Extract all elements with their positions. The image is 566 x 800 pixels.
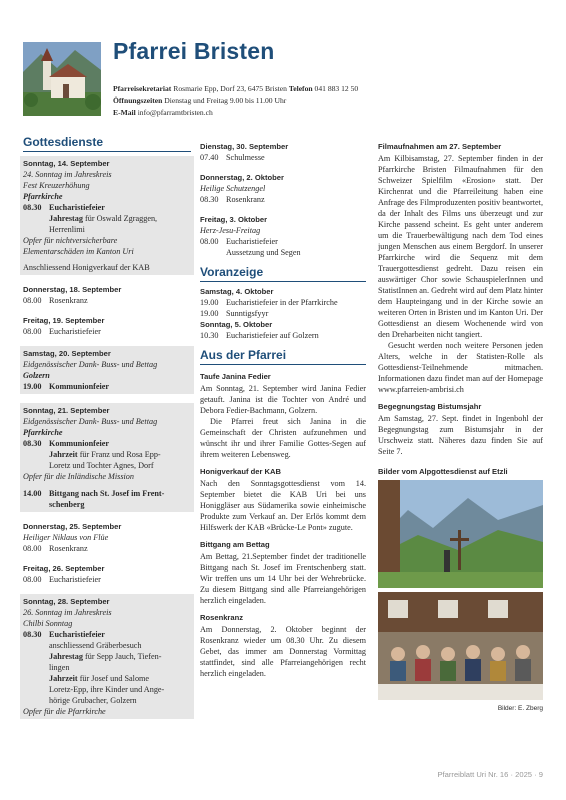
- event: Sunntigsfyyr: [226, 309, 269, 318]
- time: 08.30: [23, 203, 42, 212]
- anniversary-text: lingen: [49, 663, 70, 672]
- anniversary-label: Jahrestag: [49, 652, 83, 661]
- day-heading: Donnerstag, 25. September: [23, 522, 122, 531]
- day-heading: Sonntag, 14. September: [23, 159, 110, 168]
- photo-caption: Bilder: E. Zberg: [497, 705, 543, 712]
- event: Eucharistiefeier: [49, 327, 101, 336]
- anniversary-text: hörige Grubacher, Golzern: [49, 696, 137, 705]
- event: Kommunionfeier: [49, 439, 110, 448]
- day-block: [200, 286, 366, 319]
- middle-column: [200, 141, 366, 679]
- day-block: [20, 594, 194, 719]
- event: Aussetzung und Segen: [226, 248, 301, 257]
- article-text: Am Sonntag, 21. September wird Janina Fedier getauft. Janina ist die Tochter von André und Debora Fedier-Bachmann, Golzern.: [200, 384, 366, 415]
- liturgy-note: 26. Sonntag im Jahreskreis: [23, 608, 112, 617]
- article-text: Am Bettag, 21.September findet der traditionelle Bittgang nach St. Josef im Frentschenberg statt. Wir treffen uns um 14 Uhr bei der Wehrebrücke. Zu diesem Bittgang sind alle Pfarreiangehörigen herzlich eingeladen.: [200, 552, 366, 605]
- time: 08.30: [23, 439, 42, 448]
- offering-note: Opfer für die Inländische Mission: [23, 472, 134, 481]
- contact-info: [113, 83, 358, 119]
- secretariat-value: Rosmarie Epp, Dorf 23, 6475 Bristen: [173, 84, 287, 93]
- time: 19.00: [200, 309, 219, 318]
- liturgy-note: Fest Kreuzerhöhung: [23, 181, 90, 190]
- anniversary-text: Loretz-Epp, ihre Kinder und Ange-: [49, 685, 165, 694]
- article-heading: Taufe Janina Fedier: [200, 372, 271, 381]
- day-heading: Donnerstag, 2. Oktober: [200, 173, 284, 182]
- time: 08.30: [23, 630, 42, 639]
- section-title-aus-der-pfarrei: Aus der Pfarrei: [200, 350, 366, 365]
- article-text: Gesucht werden noch weitere Personen jeden Alters, welche in der Statisten-Rolle als Gottesdienst-Teilnehmende mitmachen. Informationen dazu findet man auf der Homepage www.pfarreien-ambrisi.ch: [378, 341, 543, 394]
- location: Golzern: [23, 371, 50, 380]
- time: 08.00: [200, 237, 219, 246]
- time: 08.00: [23, 544, 42, 553]
- event: schenberg: [49, 500, 85, 509]
- article-text: Nach den Sonntagsgottesdienst vom 14. September bietet die KAB Uri bei uns Honiggläser aus Südamerika sowie einheimische Produkte zum Verkauf an. Der Erlös kommt dem Hilfswerk der KAB «Brücke-Le Pont» zugute.: [200, 479, 366, 532]
- time: 08.00: [23, 575, 42, 584]
- event: Rosenkranz: [226, 195, 265, 204]
- day-block: [20, 403, 194, 512]
- time: 08.00: [23, 327, 42, 336]
- event: Bittgang nach St. Josef im Frent-: [49, 489, 165, 498]
- liturgy-note: 24. Sonntag im Jahreskreis: [23, 170, 112, 179]
- anniversary-label: Jahrzeit: [49, 674, 78, 683]
- anniversary-label: Jahrestag: [49, 214, 83, 223]
- event: Eucharistiefeier: [49, 630, 105, 639]
- day-heading: Freitag, 3. Oktober: [200, 215, 268, 224]
- article-heading: Honigverkauf der KAB: [200, 467, 282, 476]
- day-block: [23, 521, 191, 554]
- time: 10.30: [200, 331, 219, 340]
- liturgy-note: Herz-Jesu-Freitag: [200, 226, 261, 235]
- liturgy-note: Eidgenössischer Dank- Buss- und Bettag: [23, 360, 158, 369]
- time: 08.30: [200, 195, 219, 204]
- congregation-photo: [378, 592, 543, 700]
- phone-value: 041 883 12 50: [314, 84, 359, 93]
- liturgy-note: Chilbi Sonntag: [23, 619, 73, 628]
- article-heading: Filmaufnahmen am 27. September: [378, 142, 502, 151]
- day-block: [200, 172, 366, 205]
- hours-value: Dienstag und Freitag 9.00 bis 11.00 Uhr: [164, 96, 287, 105]
- article-heading: Rosenkranz: [200, 613, 244, 622]
- phone-label: Telefon: [288, 84, 313, 93]
- time: 14.00: [23, 489, 42, 498]
- event: Eucharistiefeier in der Pfarrkirche: [226, 298, 338, 307]
- anniversary-text: für Oswald Zgraggen,: [85, 214, 158, 223]
- location: Pfarrkirche: [23, 428, 63, 437]
- anniversary-label: Jahrzeit: [49, 450, 78, 459]
- worship-column: [23, 137, 191, 728]
- day-heading: Sonntag, 5. Oktober: [200, 320, 273, 329]
- time: 07.40: [200, 153, 219, 162]
- time: 08.00: [23, 296, 42, 305]
- anniversary-text: für Sepp Jauch, Tiefen-: [85, 652, 162, 661]
- church-photo: [23, 42, 101, 116]
- note: Anschliessend Honigverkauf der KAB: [23, 263, 150, 272]
- article-text: Am Donnerstag, 2. Oktober beginnt der Rosenkranz wieder um 08.30 Uhr. Zu diesem Gebet, das immer am Donnerstag Vormittag stattfindet, sind alle Pfarreiangehörigen recht herzlich eingeladen.: [200, 625, 366, 678]
- page-title: Pfarrei Bristen: [113, 38, 275, 64]
- anniversary-text: für Franz und Rosa Epp-: [79, 450, 161, 459]
- day-block: [200, 319, 366, 341]
- day-block: [23, 563, 191, 585]
- event: Kommunionfeier: [49, 382, 110, 391]
- event: Eucharistiefeier auf Golzern: [226, 331, 319, 340]
- email-label: E-Mail: [113, 108, 136, 117]
- event: Eucharistiefeier: [49, 575, 101, 584]
- day-block: [200, 214, 366, 258]
- event: Schulmesse: [226, 153, 265, 162]
- event: Eucharistiefeier: [49, 203, 105, 212]
- hours-label: Öffnungszeiten: [113, 96, 163, 105]
- secretariat-label: Pfarreisekretariat: [113, 84, 172, 93]
- email-link[interactable]: info@pfarramtbristen.ch: [137, 108, 213, 117]
- day-block: [23, 315, 191, 337]
- day-block: [20, 346, 194, 394]
- mountain-service-photo: [378, 480, 543, 588]
- article-text: Die Pfarrei freut sich Janina in die Gemeinschaft der Christen aufzunehmen und wünscht ihr und ihrer Familie Gottes-Segen auf ihrem weiteren Lebensweg.: [200, 417, 366, 459]
- anniversary-text: für Josef und Salome: [79, 674, 150, 683]
- day-heading: Samstag, 20. September: [23, 349, 111, 358]
- time: 19.00: [23, 382, 42, 391]
- article-text: Am Kilbisamstag, 27. September finden in der Pfarrkirche Bristen Filmaufnahmen für den Schweizer Spielfilm «Erosion» statt. Der Kirchenrat und die Pfarreileitung haben eine Anfrage des Filmproduzenten positiv beantwortet, da der Inhalt des Films uns überzeugt und zur Kirche passend scheint. Es geht unter anderem um die Trauerbewältigung nach dem Tod eines jungen Menschen aus einem Bergdorf. In unserer Pfarrkirche wird die Sequenz mit dem Trauergottesdienst gedreht. Dazu reisen ein auswärtiger Chor sowie SchauspielerInnen und StatistInnen an. Gedreht wird auf dem Platz hinter dem Haupteingang und in der Kirche sowie an weiteren Orten in Bristen und im Kanton Uri. Der Gottesdienst an diesem Wochenende wird von den Dreharbeiten nicht tangiert.: [378, 154, 543, 339]
- section-title-voranzeige: Voranzeige: [200, 267, 366, 282]
- liturgy-note: Heilige Schutzengel: [200, 184, 266, 193]
- section-title-gottesdienste: Gottesdienste: [23, 137, 191, 152]
- day-heading: Freitag, 26. September: [23, 564, 105, 573]
- day-heading: Sonntag, 28. September: [23, 597, 110, 606]
- article-text: Am Samstag, 27. Sept. findet in Ingenbohl der Begegnungstag zum Bistumsjahr in der Urschweiz statt. Näheres dazu finden Sie auf Seite 7.: [378, 414, 543, 456]
- article-heading: Bittgang am Bettag: [200, 540, 270, 549]
- liturgy-note: Eidgenössischer Dank- Buss- und Bettag: [23, 417, 158, 426]
- day-heading: Samstag, 4. Oktober: [200, 287, 274, 296]
- liturgy-note: Heiliger Niklaus von Flüe: [23, 533, 109, 542]
- day-block: [200, 141, 366, 163]
- right-column: [378, 141, 543, 714]
- day-heading: Freitag, 19. September: [23, 316, 105, 325]
- anniversary-text: Herrenlimi: [49, 225, 85, 234]
- offering-note: Opfer für die Pfarrkirche: [23, 707, 106, 716]
- event: Rosenkranz: [49, 544, 88, 553]
- time: 19.00: [200, 298, 219, 307]
- day-heading: Dienstag, 30. September: [200, 142, 289, 151]
- event-note: anschliessend Gräberbesuch: [49, 641, 142, 650]
- page-footer: Pfarreiblatt Uri Nr. 16 · 2025 · 9: [437, 770, 543, 779]
- day-heading: Sonntag, 21. September: [23, 406, 110, 415]
- event: Rosenkranz: [49, 296, 88, 305]
- day-block: [23, 284, 191, 306]
- anniversary-text: Loretz und Tochter Agnes, Dorf: [49, 461, 154, 470]
- event: Eucharistiefeier: [226, 237, 278, 246]
- offering-note: Elementarschäden im Kanton Uri: [23, 247, 134, 256]
- day-block: [20, 156, 194, 275]
- location: Pfarrkirche: [23, 192, 63, 201]
- day-heading: Donnerstag, 18. September: [23, 285, 122, 294]
- article-heading: Bilder vom Alpgottesdienst auf Etzli: [378, 467, 508, 476]
- offering-note: Opfer für nichtversicherbare: [23, 236, 118, 245]
- article-heading: Begegnungstag Bistumsjahr: [378, 402, 482, 411]
